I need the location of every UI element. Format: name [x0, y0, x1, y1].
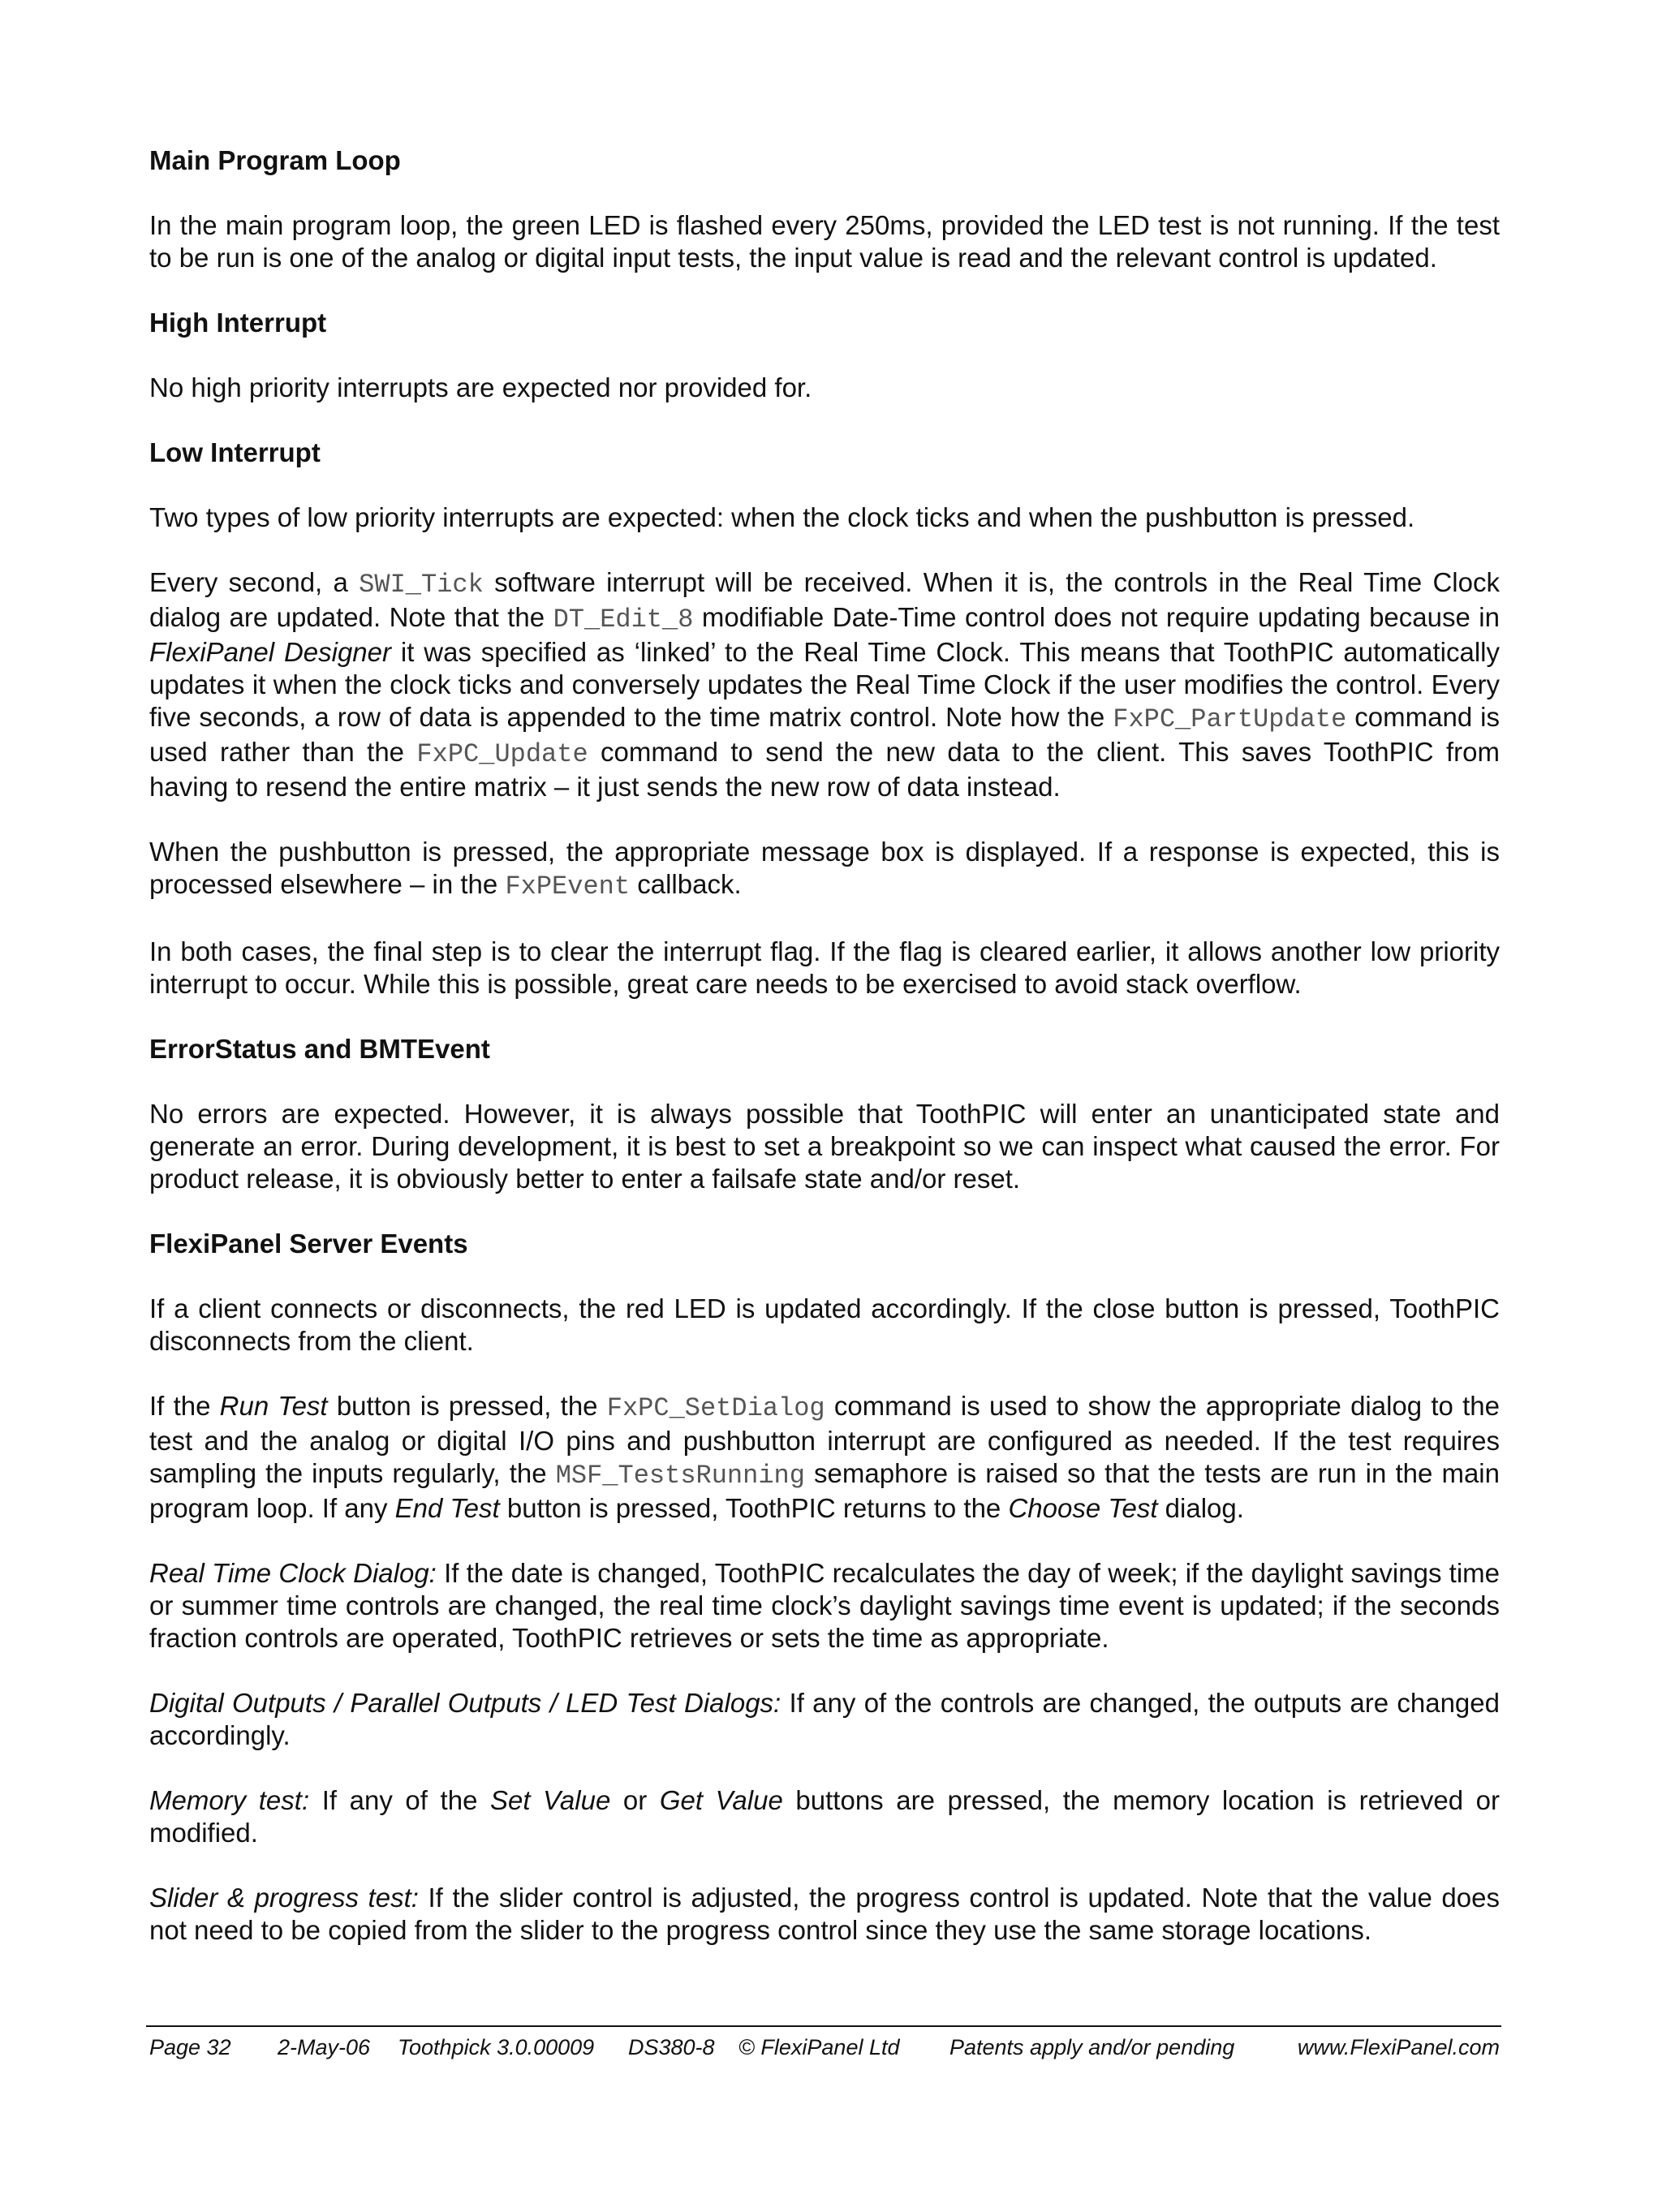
code-fxpc-partupdate: FxPC_PartUpdate [1113, 704, 1347, 734]
paragraph-rtc-dialog: Real Time Clock Dialog: If the date is changed, ToothPIC recalculates the day of week; if the daylight savings time or summer time controls are changed, the real time clock’s daylight savings time event is updated; if the seconds fraction controls are operated, ToothPIC retrieves or sets the time as appropriate. [149, 1558, 1501, 1653]
paragraph-run-test: If the Run Test button is pressed, the FxPC_SetDialog command is used to show the appropriate dialog to the test and the analog or digital I/O pins and pushbutton interrupt are configured as needed. If the test requires sampling the inputs regularly, the MSF_TestsRunning semaphore is raised so that the tests are run in the main program loop. If any End Test button is pressed, ToothPIC returns to the Choose Test dialog. [149, 1391, 1500, 1523]
footer-patents: Patents apply and/or pending [949, 2035, 1235, 2059]
code-dt-edit-8: DT_Edit_8 [553, 605, 694, 635]
paragraph-swi-tick: Every second, a SWI_Tick software interrupt will be received. When it is, the controls in the Real Time Clock dialog are updated. Note that the DT_Edit_8 modifiable Date-Time control does not require updating because in FlexiPanel Designer it was specified as ‘linked’ to the Real Time Clock. This means that ToothPIC automatically updates it when the clock ticks and conversely updates the Real Time Clock if the user modifies the control. Every five seconds, a row of data is appended to the time matrix control. Note how the FxPC_PartUpdate command is used rather than the FxPC_Update command to send the new data to the client. This saves ToothPIC from having to resend the entire matrix – it just sends the new row of data instead. [149, 567, 1500, 802]
document-body [149, 144, 1500, 1947]
paragraph-output-dialogs: Digital Outputs / Parallel Outputs / LED Test Dialogs: If any of the controls are changed, the outputs are changed accordingly. [149, 1688, 1500, 1750]
em-end-test: End Test [394, 1493, 500, 1523]
code-msf-testsrunning: MSF_TestsRunning [555, 1461, 805, 1491]
paragraph-memory-test: Memory test: If any of the Set Value or Get Value buttons are pressed, the memory location is retrieved or modified. [149, 1785, 1501, 1848]
heading-server-events: FlexiPanel Server Events [149, 1229, 468, 1259]
heading-errorstatus: ErrorStatus and BMTEvent [149, 1034, 490, 1064]
em-run-test: Run Test [219, 1391, 328, 1421]
footer-copyright: © FlexiPanel Ltd [738, 2035, 900, 2059]
em-choose-test: Choose Test [1008, 1493, 1158, 1523]
footer-page-number: Page 32 [149, 2035, 231, 2059]
heading-main-program-loop: Main Program Loop [149, 145, 401, 175]
footer-date: 2-May-06 [278, 2035, 371, 2059]
heading-low-interrupt: Low Interrupt [149, 437, 321, 467]
paragraph-low-interrupt-types: Two types of low priority interrupts are expected: when the clock ticks and when the pushbutton is pressed. [149, 502, 1415, 532]
em-flexipanel-designer: FlexiPanel Designer [149, 637, 392, 667]
paragraph-high-interrupt: No high priority interrupts are expected nor provided for. [149, 372, 812, 402]
footer-divider [146, 2025, 1501, 2027]
paragraph-interrupt-flag: In both cases, the final step is to clear the interrupt flag. If the flag is cleared earlier, it allows another low priority interrupt to occur. While this is possible, great care needs to be exercised to avoid stack overflow. [149, 936, 1500, 999]
code-swi-tick: SWI_Tick [359, 570, 484, 600]
paragraph-main-loop: In the main program loop, the green LED is flashed every 250ms, provided the LED test is not running. If the test to be run is one of the analog or digital input tests, the input value is read and the relevant control is updated. [149, 210, 1500, 273]
code-fxpc-update: FxPC_Update [416, 739, 588, 769]
footer-product: Toothpick 3.0.00009 [398, 2035, 595, 2059]
code-fxpc-setdialog: FxPC_SetDialog [606, 1393, 825, 1423]
footer-doc-id: DS380-8 [628, 2035, 715, 2059]
code-fxpevent: FxPEvent [505, 871, 631, 902]
paragraph-pushbutton: When the pushbutton is pressed, the appropriate message box is displayed. If a response is expected, this is processed elsewhere – in the FxPEvent callback. [149, 837, 1500, 902]
paragraph-errors: No errors are expected. However, it is always possible that ToothPIC will enter an unanticipated state and generate an error. During development, it is best to set a breakpoint so we can inspect what caused the error. For product release, it is obviously better to enter a failsafe state and/or reset. [149, 1099, 1500, 1194]
page-footer [149, 2033, 1500, 2061]
heading-high-interrupt: High Interrupt [149, 308, 327, 338]
paragraph-client-connect: If a client connects or disconnects, the red LED is updated accordingly. If the close button is pressed, ToothPIC disconnects from the client. [149, 1293, 1500, 1356]
paragraph-slider-test: Slider & progress test: If the slider control is adjusted, the progress control is updated. Note that the value does not need to be copied from the slider to the progress control since they use the same storage locations. [149, 1883, 1500, 1945]
footer-website: www.FlexiPanel.com [1297, 2035, 1500, 2059]
